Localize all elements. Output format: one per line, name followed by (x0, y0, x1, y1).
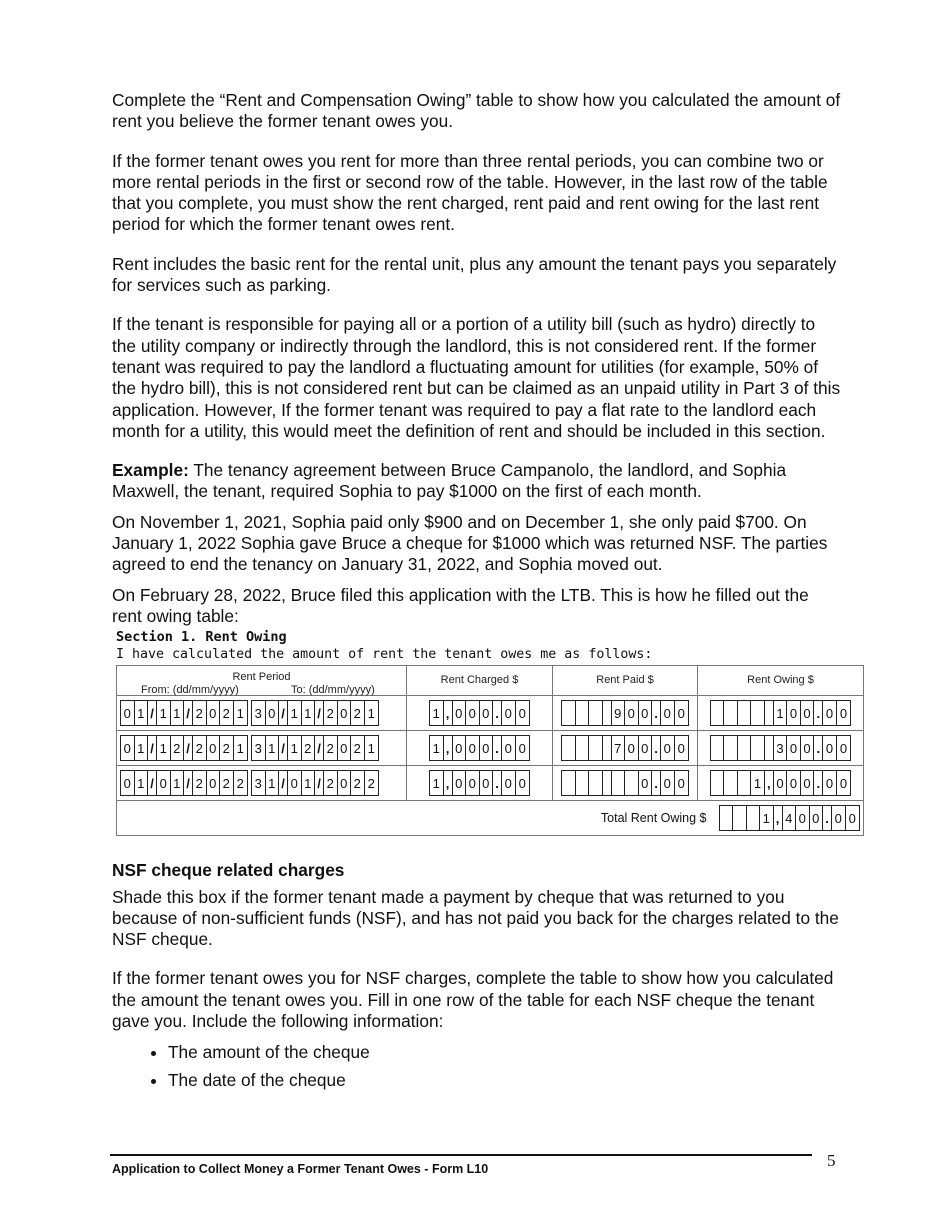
digit-box: 0 (518, 740, 526, 756)
char-box: 3 (252, 736, 266, 760)
char-box: 2 (220, 771, 234, 795)
rent-paid-field[interactable] (561, 735, 689, 761)
digit-box: 0 (518, 775, 526, 791)
digit-box: 0 (518, 705, 526, 721)
digit-box: 7 (612, 736, 626, 760)
char-box: / (315, 771, 324, 795)
char-box: 2 (193, 736, 207, 760)
digit-box: 0 (839, 740, 848, 756)
digit-box: 0 (832, 806, 846, 830)
footer-form-title: Application to Collect Money a Former Tenant Owes - Form L10 (112, 1162, 489, 1176)
decimal-separator: . (814, 701, 823, 725)
digit-box (711, 701, 725, 725)
digit-box (576, 701, 590, 725)
thousands-separator (765, 701, 774, 725)
digit-box: 0 (848, 810, 856, 826)
digit-box: 0 (661, 736, 675, 760)
example-text: The tenancy agreement between Bruce Campanolo, the landlord, and Sophia Maxwell, the tenant, required Sophia to pay $1000 on the first of each month. (112, 460, 787, 502)
header-rent-period (117, 666, 407, 695)
digit-box: 0 (453, 736, 467, 760)
char-box: 2 (302, 736, 316, 760)
total-rent-owing-row (117, 801, 863, 835)
rent-charged-field[interactable] (429, 700, 530, 726)
digit-box: 0 (801, 736, 815, 760)
char-box: / (148, 701, 157, 725)
from-date-field[interactable] (120, 735, 248, 761)
char-box: 0 (338, 701, 352, 725)
digit-box: 0 (823, 701, 837, 725)
char-box: 1 (302, 701, 316, 725)
nsf-shade-paragraph: Shade this box if the former tenant made a payment by cheque that was returned to you because of non-sufficient funds (NSF), and has not paid you back for the charges related to the NSF cheque. (112, 886, 839, 950)
char-box: 1 (266, 771, 280, 795)
digit-box: 0 (823, 736, 837, 760)
digit-box (711, 736, 725, 760)
char-box: 1 (288, 701, 302, 725)
digit-box (724, 771, 738, 795)
digit-box: 1 (430, 701, 444, 725)
rent-paid-cell (553, 696, 698, 730)
char-box: 0 (207, 771, 221, 795)
digit-box (738, 736, 752, 760)
digit-box: 0 (677, 740, 685, 756)
char-box: 0 (121, 701, 135, 725)
digit-box (589, 771, 603, 795)
utility-paragraph: If the tenant is responsible for paying all or a portion of a utility bill (such as hydro) directly to the utility company or indirectly through the landlord, this is not considered rent. If the former tenant was required to pay the landlord a fluctuating amount for utilities (for example, 50% of the hydro bill), this is not considered rent but can be claimed as an unpaid utility in Part 3 of this application. However, If the former tenant was required to pay a flat rate to the landlord each month for a utility, this would meet the definition of rent and should be included in this section. (112, 314, 841, 441)
char-box: 3 (252, 701, 266, 725)
char-box: 3 (252, 771, 266, 795)
rent-charged-cell (407, 696, 553, 730)
rent-table-rows (117, 696, 863, 801)
digit-box: 0 (677, 775, 685, 791)
decimal-separator: . (652, 701, 661, 725)
digit-box (733, 806, 747, 830)
footer-rule (110, 1154, 812, 1156)
rent-owing-cell (698, 766, 863, 800)
to-date-field[interactable] (251, 770, 379, 796)
from-date-label: From: (dd/mm/yyyy) (141, 684, 239, 697)
digit-box: 1 (751, 771, 765, 795)
char-box: 2 (367, 775, 375, 791)
char-box: 0 (288, 771, 302, 795)
char-box: 1 (135, 771, 149, 795)
char-box: 2 (236, 775, 244, 791)
digit-box: 0 (787, 771, 801, 795)
char-box: 1 (302, 771, 316, 795)
digit-box: 0 (480, 771, 494, 795)
digit-box: 4 (783, 806, 797, 830)
digit-box: 0 (823, 771, 837, 795)
total-owing-boxes[interactable] (719, 805, 861, 831)
digit-box (562, 701, 576, 725)
digit-box (589, 701, 603, 725)
decimal-separator: . (493, 701, 502, 725)
digit-box (720, 806, 734, 830)
digit-box: 9 (612, 701, 626, 725)
digit-box (738, 701, 752, 725)
char-box: 1 (157, 701, 171, 725)
page-content (112, 90, 856, 1097)
char-box: 0 (157, 771, 171, 795)
char-box: / (184, 736, 193, 760)
digit-box (711, 771, 725, 795)
digit-box: 0 (801, 771, 815, 795)
list-item: • The date of the cheque (168, 1070, 842, 1091)
digit-box: 1 (430, 736, 444, 760)
from-date-field[interactable] (120, 700, 248, 726)
rent-owing-field[interactable] (710, 700, 852, 726)
rent-charged-field[interactable] (429, 770, 530, 796)
rent-paid-field[interactable] (561, 700, 689, 726)
filing-paragraph: On February 28, 2022, Bruce filed this application with the LTB. This is how he filled out the rent owing table: (112, 584, 809, 626)
digit-box (738, 771, 752, 795)
digit-box: 0 (453, 701, 467, 725)
digit-box (751, 736, 765, 760)
rent-period-label: Rent Period (232, 671, 291, 684)
thousands-separator: , (444, 736, 453, 760)
header-rent-charged: Rent Charged $ (407, 666, 553, 695)
rent-charged-field[interactable] (429, 735, 530, 761)
example-paragraph (112, 460, 842, 503)
char-box: 0 (121, 736, 135, 760)
instruction-paragraph: Complete the “Rent and Compensation Owing” table to show how you calculated the amount of rent you believe the former tenant owes you. (112, 90, 841, 132)
example-label: Example: (112, 460, 189, 481)
decimal-separator: . (814, 771, 823, 795)
header-rent-owing: Rent Owing $ (747, 674, 814, 687)
char-box: 2 (324, 736, 338, 760)
char-box: 0 (266, 701, 280, 725)
char-box: 1 (135, 701, 149, 725)
thousands-separator: , (765, 771, 774, 795)
rent-form-intro: I have calculated the amount of rent the tenant owes me as follows: (116, 647, 653, 663)
rent-owing-cell (698, 696, 863, 730)
table-row (117, 766, 863, 801)
char-box: / (315, 736, 324, 760)
digit-box: 0 (774, 771, 788, 795)
nsf-heading: NSF cheque related charges (112, 860, 345, 881)
rent-paid-field[interactable] (561, 770, 689, 796)
thousands-separator (765, 736, 774, 760)
digit-box: 0 (787, 701, 801, 725)
digit-box: 0 (661, 701, 675, 725)
digit-box (625, 771, 639, 795)
rent-charged-cell (407, 766, 553, 800)
char-box: 0 (207, 701, 221, 725)
digit-box: 0 (625, 701, 639, 725)
rent-table-header (117, 666, 863, 696)
header-rent-paid: Rent Paid $ (553, 666, 698, 695)
digit-box: 1 (760, 806, 774, 830)
digit-box: 0 (787, 736, 801, 760)
decimal-separator: . (493, 736, 502, 760)
char-box: 2 (324, 701, 338, 725)
char-box: / (148, 736, 157, 760)
digit-box (747, 806, 761, 830)
digit-box: 0 (839, 705, 848, 721)
to-date-label: To: (dd/mm/yyyy) (291, 684, 375, 697)
rent-charged-cell (407, 731, 553, 765)
char-box: 2 (193, 701, 207, 725)
char-box: 2 (220, 736, 234, 760)
digit-box: 0 (453, 771, 467, 795)
char-box: / (148, 771, 157, 795)
digit-box: 0 (625, 736, 639, 760)
char-box: 1 (288, 736, 302, 760)
decimal-separator: . (493, 771, 502, 795)
digit-box (724, 736, 738, 760)
payment-history-paragraph: On November 1, 2021, Sophia paid only $900 and on December 1, she only paid $700. On January 1, 2022 Sophia gave Bruce a cheque for $1000 which was returned NSF. The parties agreed to end the tenancy on January 31, 2022, and Sophia moved out. (112, 511, 828, 575)
digit-box (751, 701, 765, 725)
digit-box: 0 (661, 771, 675, 795)
char-box: / (184, 701, 193, 725)
char-box: 0 (338, 736, 352, 760)
char-box: 2 (351, 771, 365, 795)
char-box: 2 (351, 701, 365, 725)
char-box: 1 (135, 736, 149, 760)
thousands-separator (603, 736, 612, 760)
char-box: 2 (351, 736, 365, 760)
nsf-table-paragraph: If the former tenant owes you for NSF charges, complete the table to show how you calculated the amount the tenant owes you. Fill in one row of the table for each NSF cheque the tenant gave you. Include the following information: (112, 968, 834, 1032)
char-box: 0 (121, 771, 135, 795)
digit-box (724, 701, 738, 725)
digit-box (562, 736, 576, 760)
thousands-separator (603, 771, 612, 795)
digit-box: 0 (480, 736, 494, 760)
digit-box: 0 (480, 701, 494, 725)
digit-box: 0 (466, 701, 480, 725)
char-box: 0 (338, 771, 352, 795)
page-number: 5 (827, 1151, 836, 1170)
thousands-separator: , (444, 701, 453, 725)
char-box: 2 (324, 771, 338, 795)
rent-owing-table (116, 665, 864, 836)
thousands-separator: , (774, 806, 783, 830)
digit-box: 1 (430, 771, 444, 795)
to-date-field[interactable] (251, 700, 379, 726)
char-box: 2 (193, 771, 207, 795)
decimal-separator: . (814, 736, 823, 760)
digit-box: 0 (502, 701, 516, 725)
digit-box: 0 (466, 736, 480, 760)
rent-owing-cell (698, 731, 863, 765)
digit-box: 0 (639, 701, 653, 725)
char-box: 1 (236, 740, 244, 756)
char-box: / (279, 701, 288, 725)
char-box: 1 (171, 771, 185, 795)
digit-box: 0 (677, 705, 685, 721)
thousands-separator (603, 701, 612, 725)
thousands-separator: , (444, 771, 453, 795)
from-date-field[interactable] (120, 770, 248, 796)
char-box: / (184, 771, 193, 795)
char-box: / (279, 736, 288, 760)
char-box: / (315, 701, 324, 725)
char-box: / (279, 771, 288, 795)
nsf-info-list (112, 1042, 842, 1091)
to-date-field[interactable] (251, 735, 379, 761)
digit-box: 3 (774, 736, 788, 760)
digit-box: 0 (502, 771, 516, 795)
combine-periods-paragraph: If the former tenant owes you rent for more than three rental periods, you can combine two or more rental periods in the first or second row of the table. However, in the last row of the table that you complete, you must show the rent charged, rent paid and rent owing for the last rent period for which the former tenant owes rent. (112, 150, 828, 235)
rent-owing-field[interactable] (710, 735, 852, 761)
rent-period-cell (117, 731, 407, 765)
char-box: 1 (367, 705, 375, 721)
digit-box: 0 (810, 806, 824, 830)
digit-box: 0 (502, 736, 516, 760)
decimal-separator: . (652, 771, 661, 795)
char-box: 2 (220, 701, 234, 725)
char-box: 1 (367, 740, 375, 756)
digit-box (576, 736, 590, 760)
digit-box (612, 771, 626, 795)
digit-box: 1 (774, 701, 788, 725)
digit-box: 0 (639, 771, 653, 795)
digit-box (589, 736, 603, 760)
decimal-separator: . (652, 736, 661, 760)
total-rent-owing-field[interactable] (719, 805, 861, 831)
digit-box: 0 (801, 701, 815, 725)
list-item: • The amount of the cheque (168, 1042, 842, 1063)
rent-form-title: Section 1. Rent Owing (116, 629, 287, 646)
digit-box: 0 (796, 806, 810, 830)
rent-period-cell (117, 766, 407, 800)
digit-box (562, 771, 576, 795)
table-row (117, 731, 863, 766)
rent-owing-field[interactable] (710, 770, 852, 796)
digit-box: 0 (639, 736, 653, 760)
char-box: 1 (157, 736, 171, 760)
char-box: 2 (171, 736, 185, 760)
decimal-separator: . (823, 806, 832, 830)
digit-box: 0 (466, 771, 480, 795)
rent-paid-cell (553, 766, 698, 800)
char-box: 0 (207, 736, 221, 760)
digit-box (576, 771, 590, 795)
rent-paid-cell (553, 731, 698, 765)
char-box: 1 (171, 701, 185, 725)
char-box: 1 (266, 736, 280, 760)
digit-box: 0 (839, 775, 848, 791)
rent-definition-paragraph: Rent includes the basic rent for the rental unit, plus any amount the tenant pays you separately for services such as parking. (112, 253, 837, 296)
char-box: 1 (236, 705, 244, 721)
rent-owing-form (116, 629, 864, 836)
total-rent-owing-label: Total Rent Owing $ (600, 810, 707, 825)
